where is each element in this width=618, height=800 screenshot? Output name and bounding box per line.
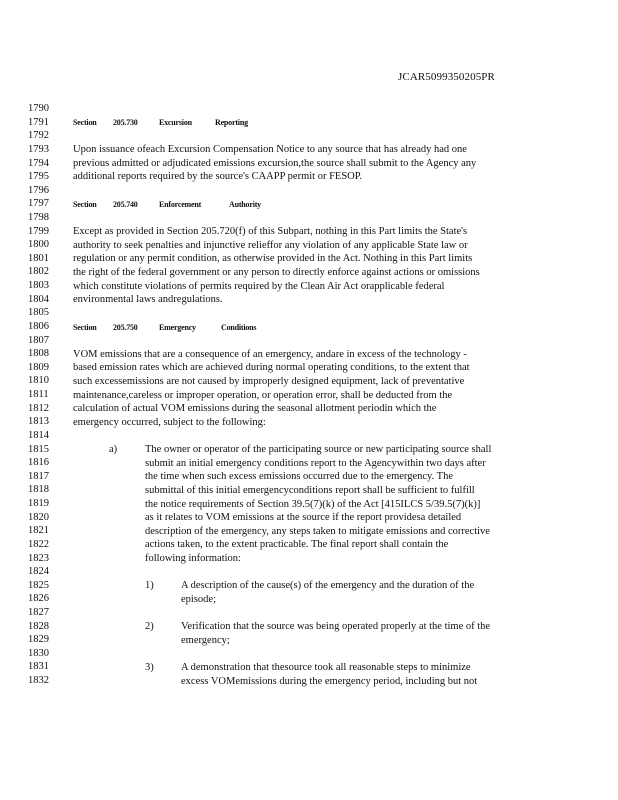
line-number: 1806 [28,320,49,332]
section-label: Section [73,200,97,209]
line-number: 1792 [28,130,49,142]
item-line: as it relates to VOM emissions at the source if the report providesa detailed [145,512,462,523]
line-number: 1798 [28,212,49,223]
section-title-word: Excursion [159,118,192,127]
line-number: 1810 [28,375,49,387]
line-number: 1809 [28,361,49,373]
item-marker-a: a) [109,444,118,455]
item-line: description of the emergency, any steps taken to mitigate emissions and corrective [145,526,490,537]
paragraph-line: which constitute violations of permits required by the Clean Air Act orapplicable federal [73,281,445,292]
section-title-word: Reporting [215,118,248,127]
paragraph-line: the right of the federal government or any person to directly enforce against actions or omissions [73,267,480,278]
line-number: 1817 [28,470,49,482]
subitem-line: Verification that the source was being operated properly at the time of the [181,621,491,632]
paragraph-line: calculation of actual VOM emissions during the seasonal allotment periodin which the [73,403,437,414]
section-number: 205.750 [113,323,138,332]
line-number: 1816 [28,457,49,469]
paragraph-line: previous admitted or adjudicated emissions excursion,the source shall submit to the Agency any [73,158,477,169]
line-number: 1831 [28,661,49,673]
item-line: The owner or operator of the participating source or new participating source shall [145,444,492,455]
subitem-marker-1: 1) [145,580,154,591]
line-number: 1804 [28,293,49,305]
line-number: 1818 [28,484,49,496]
line-number: 1814 [28,429,49,441]
document-id: JCAR5099350205PR [398,71,495,83]
section-label: Section [73,118,97,127]
item-line: actions taken, to the extent practicable. The final report shall contain the [145,539,449,550]
paragraph-line: VOM emissions that are a consequence of an emergency, andare in excess of the technology - [73,349,467,360]
subitem-line: excess VOMemissions during the emergency period, including but not [181,676,478,687]
line-number: 1828 [28,620,49,632]
paragraph-line: emergency occurred, subject to the following: [73,417,266,428]
line-number: 1791 [28,116,49,128]
line-number: 1800 [28,239,49,251]
line-number: 1793 [28,143,49,155]
paragraph-line: Except as provided in Section 205.720(f) of this Subpart, nothing in this Part limits the State's [73,226,468,237]
item-line: following information: [145,553,241,564]
section-heading-750 [73,321,256,335]
section-label: Section [73,323,97,332]
section-title-word: Enforcement [159,200,202,209]
item-line: the time when such excess emissions occurred due to the emergency. The [145,471,454,482]
line-number: 1827 [28,606,49,618]
subitem-line: A demonstration that thesource took all reasonable steps to minimize [181,662,471,673]
item-line: submittal of this initial emergencyconditions report shall be sufficient to fulfill [145,485,475,496]
subitem-marker-3: 3) [145,662,154,673]
line-number: 1824 [28,566,49,578]
line-number: 1826 [28,593,49,605]
paragraph-line: regulation or any permit condition, as otherwise provided in the Act. Nothing in this Part limits [73,253,473,264]
paragraph-line: such excessemissions are not caused by improperly designed equipment, lack of preventative [73,376,465,387]
line-number: 1796 [28,184,49,196]
section-number: 205.730 [113,118,138,127]
line-number: 1795 [28,171,49,183]
line-number: 1811 [28,389,49,400]
paragraph-line: environmental laws andregulations. [73,294,223,305]
line-number: 1797 [28,198,49,210]
line-number: 1813 [28,416,49,428]
section-title-word: Conditions [221,323,257,332]
line-number: 1802 [28,266,49,278]
line-number: 1823 [28,552,49,564]
subitem-line: A description of the cause(s) of the emergency and the duration of the [181,580,475,591]
line-number: 1807 [28,334,49,346]
line-number: 1821 [28,525,49,537]
section-number: 205.740 [113,200,138,209]
paragraph-line: Upon issuance ofeach Excursion Compensation Notice to any source that has already had one [73,144,467,155]
subitem-marker-2: 2) [145,621,154,632]
paragraph-line: additional reports required by the source's CAAPP permit or FESOP. [73,171,363,182]
line-number: 1790 [28,103,49,114]
line-number: 1805 [28,307,49,319]
line-number: 1830 [28,647,49,659]
paragraph-line: authority to seek penalties and injunctive relieffor any violation of any applicable State law or [73,240,468,251]
line-number: 1815 [28,443,49,455]
section-heading-740 [73,198,261,212]
subitem-line: episode; [181,594,216,605]
line-number: 1801 [28,252,49,264]
line-number: 1822 [28,538,49,550]
line-number: 1819 [28,498,49,509]
line-number: 1803 [28,280,49,292]
section-title-word: Emergency [159,323,196,332]
line-number: 1808 [28,348,49,360]
line-number: 1820 [28,511,49,523]
line-number: 1794 [28,157,49,169]
paragraph-line: based emission rates which are achieved during normal operating conditions, to the extent that [73,362,470,373]
item-line: the notice requirements of Section 39.5(7)(k) of the Act [415ILCS 5/39.5(7)(k)] [145,499,481,510]
line-number: 1825 [28,579,49,591]
section-title-word: Authority [229,200,261,209]
line-number: 1812 [28,402,49,414]
item-line: submit an initial emergency conditions report to the Agencywithin two days after [145,458,486,469]
line-number: 1829 [28,634,49,646]
line-number: 1832 [28,675,49,686]
subitem-line: emergency; [181,635,230,646]
section-heading-730 [73,116,248,130]
line-number: 1799 [28,225,49,237]
paragraph-line: maintenance,careless or improper operation, or operation error, shall be deducted from the [73,390,453,401]
